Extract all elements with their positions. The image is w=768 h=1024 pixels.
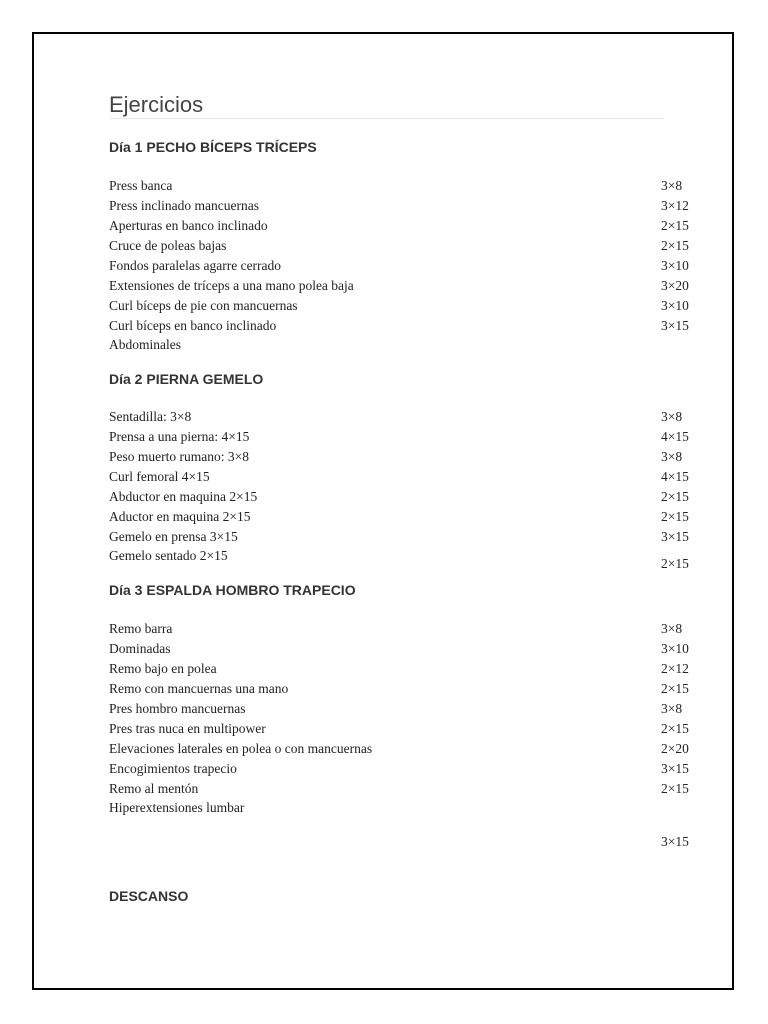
exercise-sets: 3×20 <box>661 278 689 293</box>
exercise-row <box>109 800 699 849</box>
exercise-sets: 3×10 <box>661 298 689 313</box>
day-2-heading: Día 2 PIERNA GEMELO <box>109 371 264 387</box>
exercise-row <box>109 178 699 198</box>
exercise-name: Elevaciones laterales en polea o con mancuernas <box>109 741 373 756</box>
exercise-name: Remo con mancuernas una mano <box>109 681 289 696</box>
exercise-name: Curl bíceps en banco inclinado <box>109 318 277 333</box>
exercise-sets: 3×10 <box>661 258 689 273</box>
exercise-sets: 2×15 <box>661 681 689 696</box>
exercise-row <box>109 529 699 549</box>
exercise-sets: 3×8 <box>661 701 683 716</box>
exercise-row <box>109 781 699 801</box>
exercise-row <box>109 701 699 721</box>
exercise-name: Remo al mentón <box>109 781 199 796</box>
exercise-row <box>109 218 699 238</box>
exercise-sets: 3×12 <box>661 198 689 213</box>
document-page <box>32 32 734 990</box>
exercise-sets: 2×12 <box>661 661 689 676</box>
exercise-name: Sentadilla: 3×8 <box>109 409 192 424</box>
exercise-name: Remo barra <box>109 621 173 636</box>
exercise-name: Gemelo en prensa 3×15 <box>109 529 238 544</box>
exercise-sets: 2×15 <box>661 781 689 796</box>
exercise-name: Fondos paralelas agarre cerrado <box>109 258 282 273</box>
exercise-sets: 2×15 <box>661 721 689 736</box>
exercise-sets: 3×8 <box>661 621 683 636</box>
exercise-row <box>109 298 699 318</box>
exercise-sets: 3×8 <box>661 449 683 464</box>
exercise-sets: 3×15 <box>661 761 689 776</box>
exercise-row <box>109 681 699 701</box>
exercise-sets: 3×8 <box>661 409 683 424</box>
exercise-name: Prensa a una pierna: 4×15 <box>109 429 250 444</box>
day-3-heading: Día 3 ESPALDA HOMBRO TRAPECIO <box>109 582 356 598</box>
exercise-row <box>109 238 699 258</box>
exercise-row <box>109 278 699 298</box>
exercise-sets: 3×8 <box>661 178 683 193</box>
exercise-name: Hiperextensiones lumbar <box>109 800 245 815</box>
exercise-name: Curl bíceps de pie con mancuernas <box>109 298 298 313</box>
exercise-sets: 2×15 <box>661 238 689 253</box>
exercise-sets: 2×15 <box>661 489 689 504</box>
exercise-row <box>109 258 699 278</box>
page-title: Ejercicios <box>109 92 204 117</box>
exercise-sets: 2×15 <box>661 218 689 233</box>
exercise-row <box>109 429 699 449</box>
exercise-row <box>109 721 699 741</box>
title-divider <box>109 118 664 119</box>
exercise-name: Extensiones de tríceps a una mano polea baja <box>109 278 354 293</box>
exercise-name: Aductor en maquina 2×15 <box>109 509 251 524</box>
exercise-row <box>109 449 699 469</box>
exercise-name: Abdominales <box>109 337 181 352</box>
exercise-name: Press inclinado mancuernas <box>109 198 259 213</box>
exercise-name: Gemelo sentado 2×15 <box>109 548 228 563</box>
exercise-name: Cruce de poleas bajas <box>109 238 227 253</box>
exercise-name: Curl femoral 4×15 <box>109 469 210 484</box>
exercise-row <box>109 761 699 781</box>
exercise-name: Abductor en maquina 2×15 <box>109 489 258 504</box>
exercise-row <box>109 337 699 357</box>
exercise-row <box>109 741 699 761</box>
exercise-sets: 3×15 <box>661 318 689 333</box>
exercise-sets: 3×15 <box>661 529 689 544</box>
exercise-row <box>109 661 699 681</box>
exercise-name: Pres hombro mancuernas <box>109 701 246 716</box>
exercise-row <box>109 641 699 661</box>
exercise-name: Encogimientos trapecio <box>109 761 237 776</box>
exercise-sets: 4×15 <box>661 469 689 484</box>
day-1-heading: Día 1 PECHO BÍCEPS TRÍCEPS <box>109 139 317 155</box>
exercise-sets: 3×15 <box>661 834 689 849</box>
exercise-sets: 2×15 <box>661 509 689 524</box>
exercise-name: Dominadas <box>109 641 171 656</box>
exercise-row <box>109 469 699 489</box>
exercise-sets: 4×15 <box>661 429 689 444</box>
exercise-row <box>109 489 699 509</box>
rest-day-heading: DESCANSO <box>109 888 189 904</box>
exercise-name: Peso muerto rumano: 3×8 <box>109 449 249 464</box>
exercise-row <box>109 409 699 429</box>
exercise-sets: 3×10 <box>661 641 689 656</box>
exercise-row <box>109 621 699 641</box>
exercise-name: Aperturas en banco inclinado <box>109 218 268 233</box>
exercise-name: Press banca <box>109 178 173 193</box>
exercise-sets: 2×20 <box>661 741 689 756</box>
exercise-name: Remo bajo en polea <box>109 661 217 676</box>
exercise-name: Pres tras nuca en multipower <box>109 721 266 736</box>
exercise-sets: 2×15 <box>661 556 689 571</box>
exercise-row <box>109 318 699 338</box>
exercise-row <box>109 198 699 218</box>
exercise-row <box>109 509 699 529</box>
exercise-row <box>109 548 699 571</box>
